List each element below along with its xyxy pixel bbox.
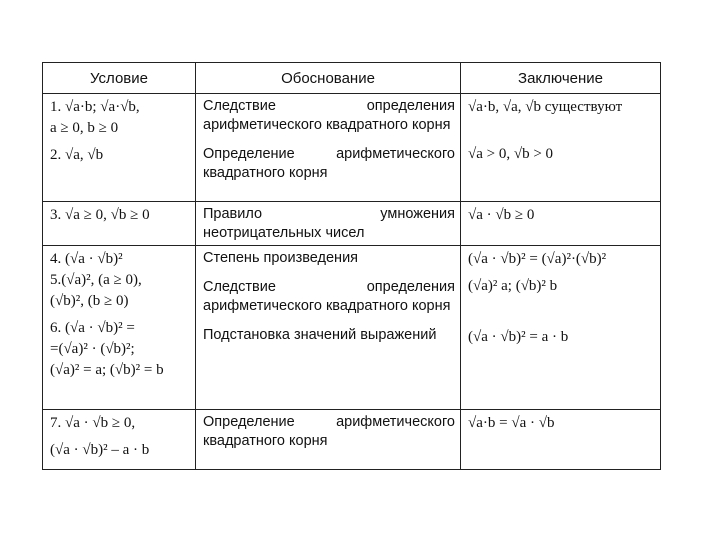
condition-line: 5.(√a)², (a ≥ 0), [50, 272, 142, 288]
conclusion-line: √a·b = √a · √b [468, 415, 555, 431]
justification-text: Подстановка значений выражений [203, 327, 437, 343]
condition-line: =(√a)² · (√b)²; [50, 341, 135, 357]
justification-cell [196, 246, 461, 410]
condition-cell [43, 410, 196, 470]
conclusion-cell [461, 94, 661, 202]
conclusion-cell [461, 410, 661, 470]
justification-text: Определение арифметического квадратного корня [203, 414, 455, 449]
condition-line: (√a · √b)² – a · b [50, 442, 150, 458]
conclusion-line: (√a · √b)² = a · b [468, 329, 569, 345]
conclusion-line: √a · √b ≥ 0 [468, 207, 535, 223]
justification-text: Следствие определения арифметического квадратного корня [203, 279, 455, 314]
justification-cell [196, 410, 461, 470]
table-row [43, 202, 661, 246]
condition-line: 1. √a·b; √a·√b, [50, 99, 140, 115]
conclusion-line: (√a)² a; (√b)² b [468, 278, 558, 294]
condition-line: 6. (√a · √b)² = [50, 320, 135, 336]
justification-text: Правило умножения неотрицательных чисел [203, 206, 455, 241]
condition-line: 7. √a · √b ≥ 0, [50, 415, 136, 431]
conclusion-line: (√a · √b)² = (√a)²·(√b)² [468, 251, 607, 267]
condition-line: (√b)², (b ≥ 0) [50, 293, 129, 309]
conclusion-cell [461, 246, 661, 410]
header-condition: Условие [43, 63, 196, 94]
justification-text: Следствие определения арифметического квадратного корня [203, 98, 455, 133]
justification-cell [196, 94, 461, 202]
conclusion-cell [461, 202, 661, 246]
table-row [43, 410, 661, 470]
header-conclusion: Заключение [461, 63, 661, 94]
justification-text: Определение арифметического квадратного корня [203, 146, 455, 181]
justification-text: Степень произведения [203, 250, 359, 266]
condition-line: (√a)² = a; (√b)² = b [50, 362, 164, 378]
header-justification: Обоснование [196, 63, 461, 94]
conclusion-line: √a > 0, √b > 0 [468, 146, 554, 162]
conclusion-line: √a·b, √a, √b существуют [468, 99, 623, 115]
justification-cell [196, 202, 461, 246]
table-header-row [43, 63, 661, 94]
table-row [43, 246, 661, 410]
condition-line: 4. (√a · √b)² [50, 251, 123, 267]
condition-line: 3. √a ≥ 0, √b ≥ 0 [50, 207, 150, 223]
proof-table [42, 62, 661, 470]
proof-table-container [42, 62, 660, 470]
condition-cell [43, 94, 196, 202]
table-row [43, 94, 661, 202]
condition-line: a ≥ 0, b ≥ 0 [50, 120, 119, 136]
condition-line: 2. √a, √b [50, 147, 104, 163]
condition-cell [43, 202, 196, 246]
condition-cell [43, 246, 196, 410]
